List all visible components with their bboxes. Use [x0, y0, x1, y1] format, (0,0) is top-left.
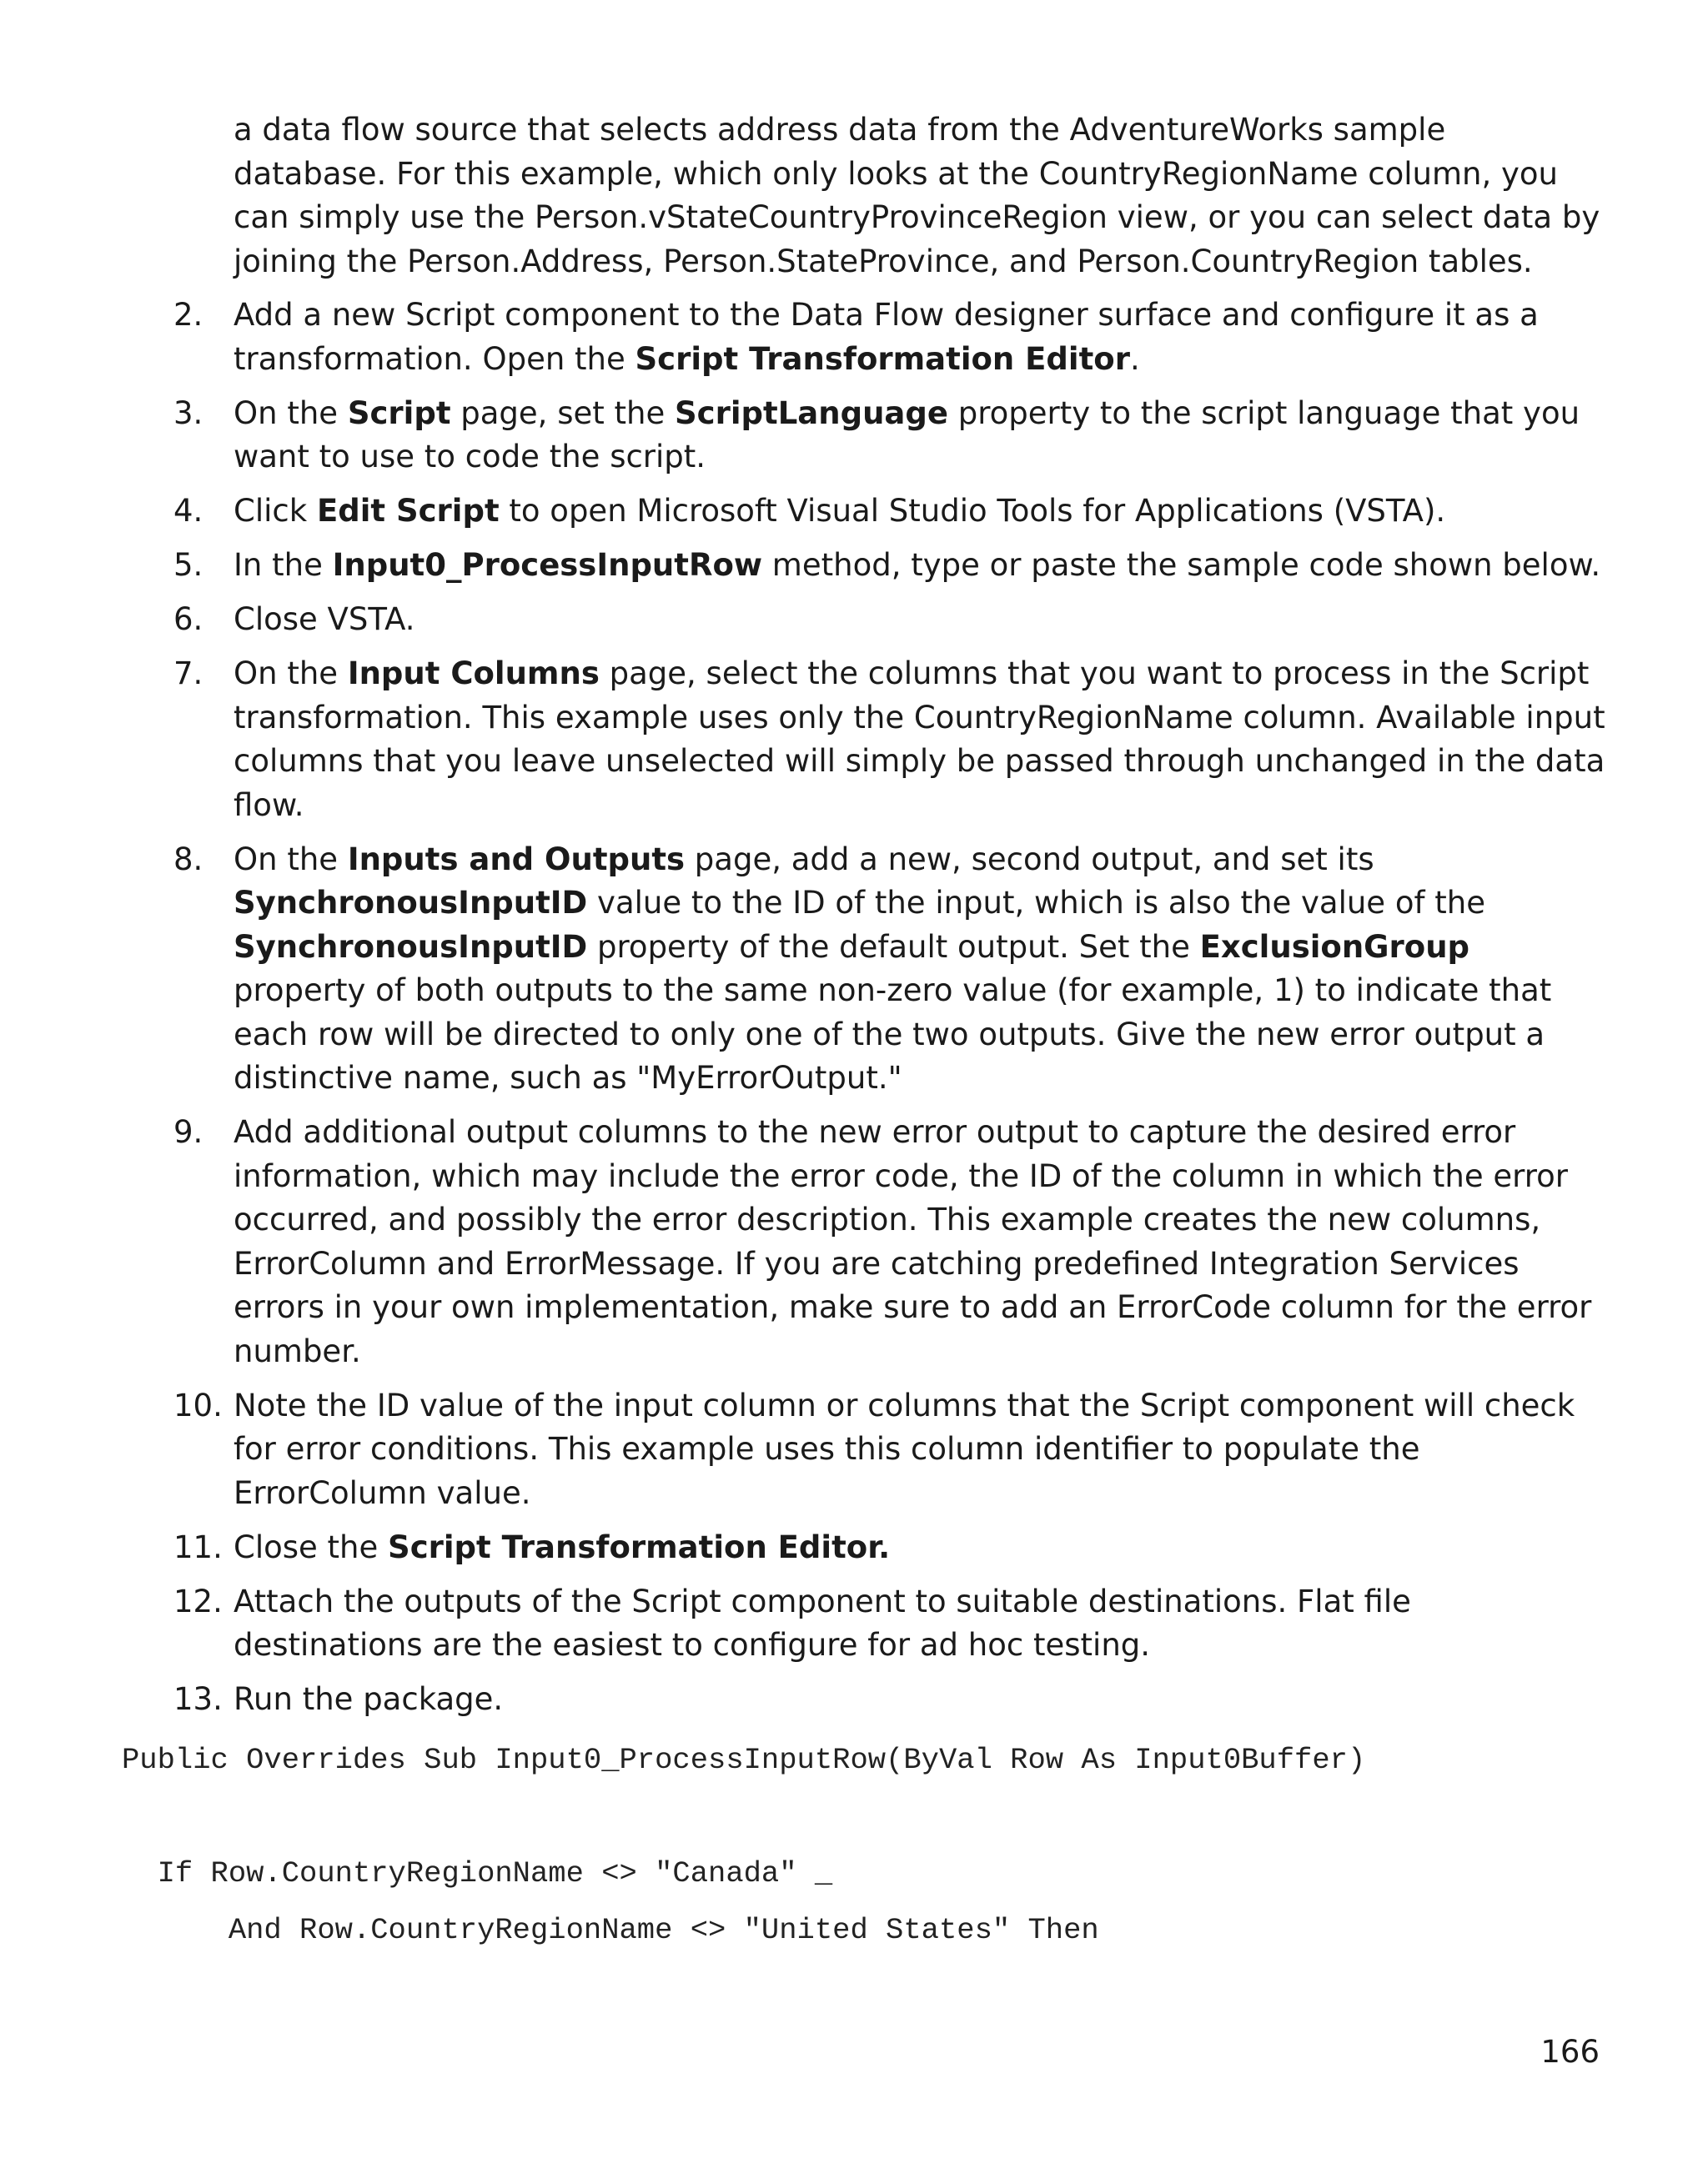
step-text: . [1129, 340, 1140, 377]
step-text: Add a new Script component to the Data Flow designer surface and configure it as a transformation. Open the [234, 297, 1539, 377]
step-bold: Input0_ProcessInputRow [332, 547, 763, 583]
step-number: 5. [173, 547, 203, 583]
code-line-if-condition: If Row.CountryRegionName <> "Canada" _ [122, 1856, 833, 1890]
step-number: 4. [173, 493, 203, 529]
step-bold: Input Columns [347, 655, 600, 691]
step-bold: Inputs and Outputs [347, 841, 686, 877]
step-number: 12. [173, 1583, 223, 1619]
step-number: 7. [173, 655, 203, 691]
step-text: Note the ID value of the input column or columns that the Script component will check for error conditions. This example uses this column identifier to populate the ErrorColumn value. [234, 1387, 1575, 1511]
step-2 [173, 294, 1610, 381]
step-11 [173, 1526, 1610, 1570]
step-text: to open Microsoft Visual Studio Tools for Applications (VSTA). [499, 493, 1446, 529]
step-number: 3. [173, 394, 203, 431]
page-number: 166 [1540, 2034, 1600, 2070]
step-text: value to the ID of the input, which is also the value of the [587, 885, 1485, 921]
step-bold: Edit Script [316, 493, 500, 529]
step-text: Run the package. [234, 1681, 504, 1717]
step-number: 6. [173, 601, 203, 637]
step-text: page, set the [450, 394, 676, 431]
step-bold: Script [347, 394, 451, 431]
step-bold: Script Transformation Editor [635, 340, 1130, 377]
step-7 [173, 652, 1610, 827]
step-text: page, select the columns that you want to process in the Script transformation. This example uses only the CountryRegionName column. Available input columns that you leave unselected will simply be passed through unchanged in the data flow. [234, 655, 1605, 823]
step-number: 10. [173, 1387, 223, 1423]
step-3 [173, 392, 1610, 479]
step-bold: ScriptLanguage [675, 394, 948, 431]
step-10 [173, 1384, 1610, 1516]
step-text: method, type or paste the sample code shown below. [762, 547, 1601, 583]
instruction-steps [173, 294, 1610, 1732]
step-text: property of the default output. Set the [587, 928, 1200, 965]
step-bold: SynchronousInputID [234, 928, 588, 965]
step-text: Click [234, 493, 317, 529]
step-5 [173, 544, 1610, 588]
step-bold: SynchronousInputID [234, 885, 588, 921]
step-4 [173, 490, 1610, 534]
code-line-sub-declaration: Public Overrides Sub Input0_ProcessInputRow(ByVal Row As Input0Buffer) [122, 1743, 1366, 1777]
step-12 [173, 1580, 1610, 1668]
step-text: On the [234, 394, 348, 431]
step-6 [173, 598, 1610, 642]
step-text: page, add a new, second output, and set its [685, 841, 1374, 877]
step-number: 2. [173, 297, 203, 333]
step-text: property to the script language that you want to use to code the script. [234, 394, 1580, 474]
step-9 [173, 1111, 1610, 1373]
step-text: Add additional output columns to the new error output to capture the desired error information, which may include the error code, the ID of the column in which the error occurred, and possibly the error description. This example creates the new columns, ErrorColumn and ErrorMessage. If you are catching predefined Integration Services errors in your own implementation, make sure to add an ErrorCode column for the error number. [234, 1114, 1592, 1369]
step-text: property of both outputs to the same non-zero value (for example, 1) to indicate that each row will be directed to only one of the two outputs. Give the new error output a distinctive name, such as "MyErrorOutput." [234, 972, 1552, 1096]
step-8 [173, 838, 1610, 1101]
step-bold: ExclusionGroup [1199, 928, 1470, 965]
step-1-continuation: a data flow source that selects address data from the AdventureWorks sample database. For this example, which only looks at the CountryRegionName column, you can simply use the Person.vStateCountryProvinceRegion view, or you can select data by joining the Person.Address, Person.StateProvince, and Person.CountryRegion tables. [234, 112, 1600, 279]
step-number: 8. [173, 841, 203, 877]
step-text: On the [234, 655, 348, 691]
step-number: 13. [173, 1681, 223, 1717]
step-text: On the [234, 841, 348, 877]
step-bold: Script Transformation Editor. [388, 1529, 891, 1565]
step-text: Close VSTA. [234, 601, 415, 637]
step-number: 11. [173, 1529, 223, 1565]
code-line-and-condition: And Row.CountryRegionName <> "United States" Then [122, 1913, 1099, 1947]
step-number: 9. [173, 1114, 203, 1150]
step-text: Attach the outputs of the Script component to suitable destinations. Flat file destinations are the easiest to configure for ad hoc testing. [234, 1583, 1411, 1663]
step-text: In the [234, 547, 333, 583]
step-13 [173, 1678, 1610, 1722]
step-text: Close the [234, 1529, 389, 1565]
